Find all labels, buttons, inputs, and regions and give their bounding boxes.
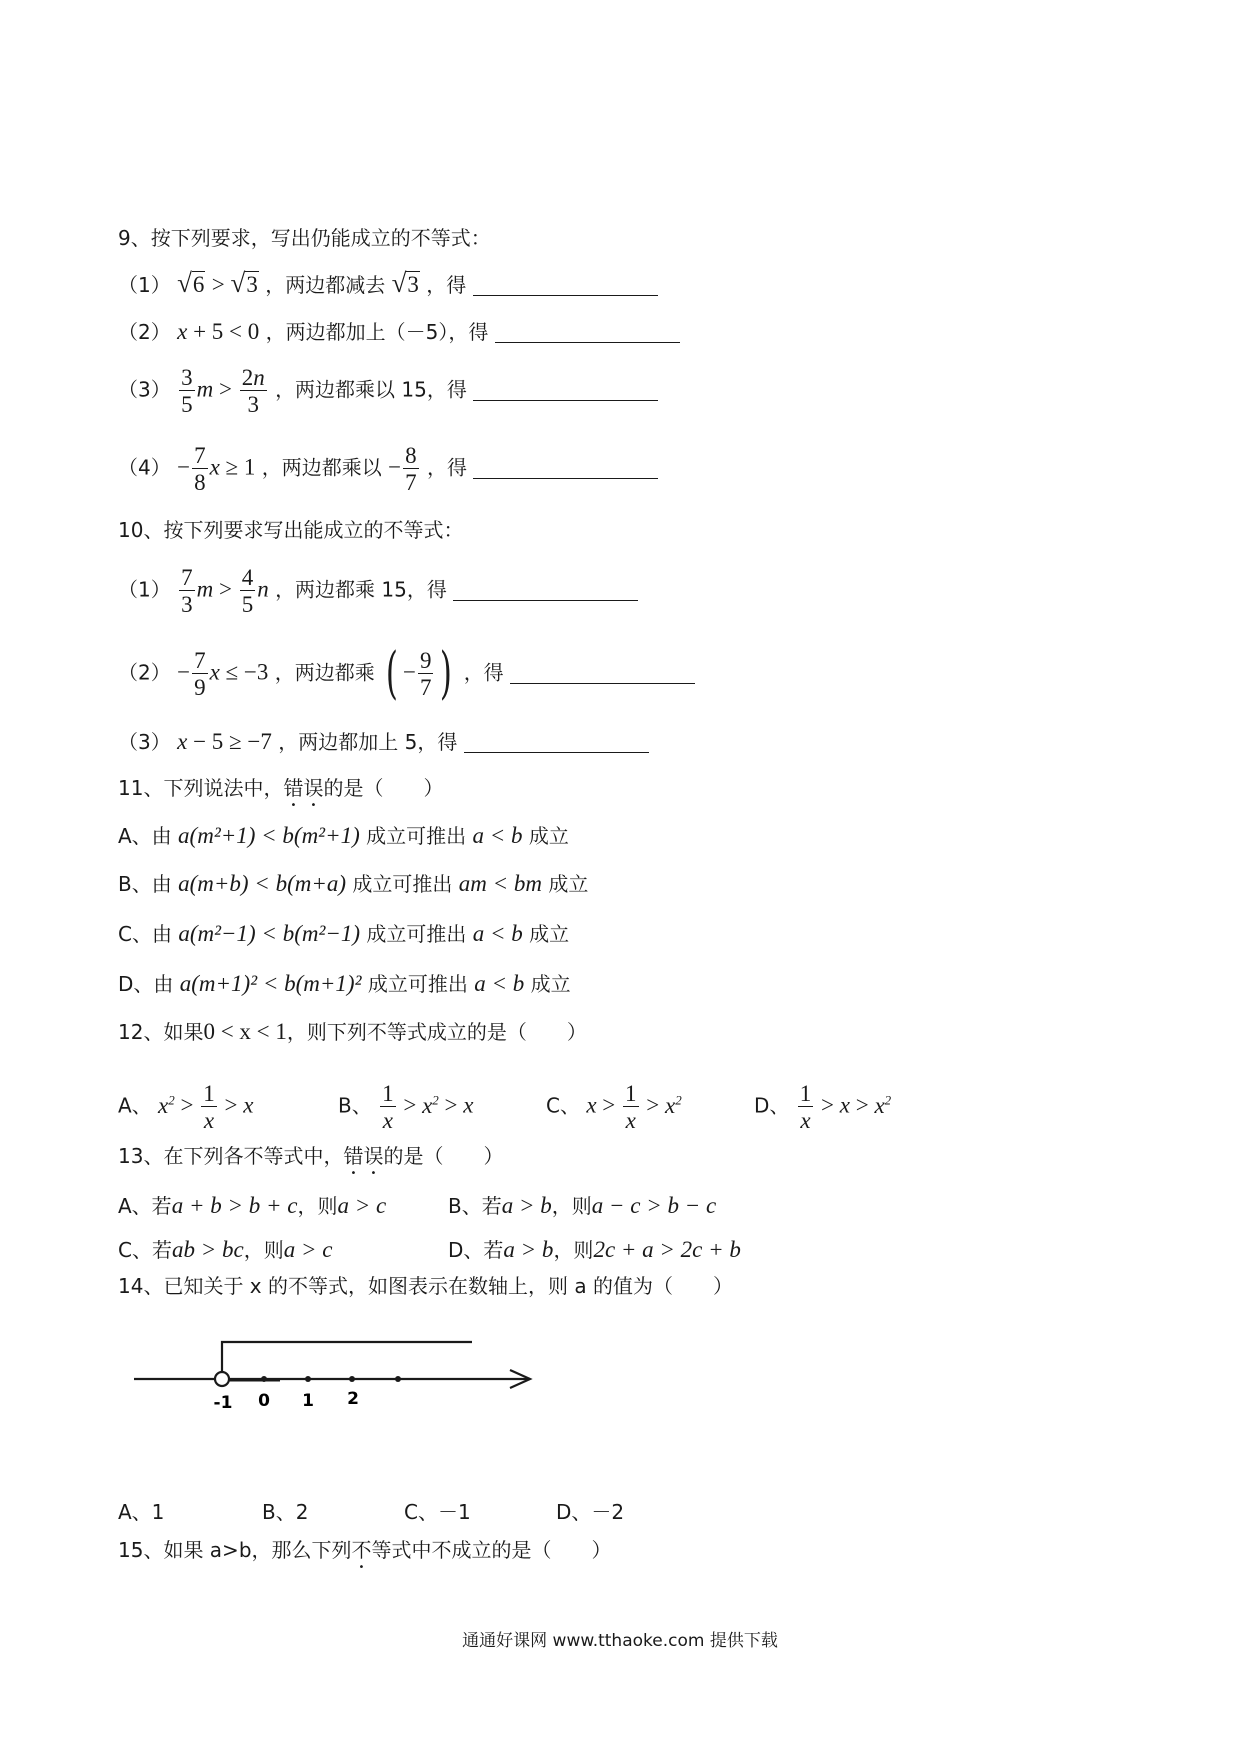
q13-option-a: A、若a + b > b + c，则a > c — [118, 1193, 387, 1218]
sqrt-6: √6 — [177, 268, 205, 298]
q9-item-4-text: ，两边都乘以 — [261, 455, 382, 480]
axis-label-1: 1 — [302, 1391, 314, 1411]
q14-title: 14、已知关于 x 的不等式，如图表示在数轴上，则 a 的值为（ ） — [118, 1274, 733, 1298]
q9-item-4-tail: ，得 — [426, 455, 467, 480]
q14-option-d: D、－2 — [556, 1500, 625, 1524]
answer-blank[interactable] — [464, 730, 649, 753]
open-circle-marker — [215, 1372, 229, 1386]
q13-option-d: D、若a > b，则2c + a > 2c + b — [448, 1237, 741, 1262]
q10-item-3-text: ，两边都加上 5，得 — [278, 730, 458, 754]
axis-label-2: 2 — [347, 1389, 359, 1409]
q13-option-c: C、若ab > bc，则a > c — [118, 1237, 333, 1262]
q9-item-4: （4） − $\frac{7}{8}$ x ≥ 1 ，两边都乘以 − $\frac{8}{7}$ ，得 — [118, 444, 658, 494]
axis-label-0: 0 — [258, 1391, 270, 1411]
q9-item-1: （1） √6 > √3 ，两边都减去 √3 ，得 — [118, 270, 658, 297]
q12-options — [118, 1062, 1218, 1133]
q11-option-a: A、由 a(m²+1) < b(m²+1) 成立可推出 a < b 成立 — [118, 823, 569, 848]
q10-item-1-num: （1） — [118, 577, 171, 602]
q9-title: 9、按下列要求，写出仍能成立的不等式： — [118, 226, 491, 250]
q10-item-2-text: ，两边都乘 — [274, 660, 375, 685]
q14-option-c: C、－1 — [404, 1500, 471, 1524]
q9-item-3-num: （3） — [118, 377, 171, 402]
answer-blank[interactable] — [510, 661, 695, 684]
q12-option-a: A、 $x^2$ > $\frac{1}{x}$ > x — [118, 1081, 254, 1133]
q10-item-1: （1） $\frac{7}{3}$ m > $\frac{4}{5}$ n ，两边都乘 15，得 — [118, 566, 638, 616]
q9-item-3-text: ，两边都乘以 15，得 — [275, 377, 467, 402]
q11-option-b: B、由 a(m+b) < b(m+a) 成立可推出 am < bm 成立 — [118, 871, 589, 896]
q9-item-4-num: （4） — [118, 455, 171, 480]
q11-title: 11、下列说法中，错误的是（ ） — [118, 776, 444, 800]
q10-item-1-text: ，两边都乘 15，得 — [275, 577, 447, 602]
tick-dot-3 — [395, 1376, 401, 1382]
q11-option-c: C、由 a(m²−1) < b(m²−1) 成立可推出 a < b 成立 — [118, 921, 570, 946]
q14-option-a: A、1 — [118, 1500, 165, 1524]
q10-item-3-num: （3） — [118, 730, 171, 754]
q11-option-d: D、由 a(m+1)² < b(m+1)² 成立可推出 a < b 成立 — [118, 971, 571, 996]
q10-item-2: （2） − $\frac{7}{9}$ x ≤ −3 ，两边都乘 ( − $\frac{9}{7}$ ) ，得 — [118, 646, 695, 702]
q14-option-b: B、2 — [262, 1500, 309, 1524]
q15-title: 15、如果 a>b，那么下列不等式中不成立的是（ ） — [118, 1538, 612, 1562]
tick-dot-1 — [305, 1376, 311, 1382]
q12-title: 12、如果0 < x < 1，则下列不等式成立的是（ ） — [118, 1019, 587, 1044]
q9-item-1-text: ，两边都减去 — [265, 273, 386, 297]
q10-item-2-num: （2） — [118, 660, 171, 685]
sqrt-3-b: √3 — [391, 268, 419, 298]
answer-blank[interactable] — [495, 320, 680, 343]
q12-option-c: C、 x > $\frac{1}{x}$ > $x^2$ — [546, 1081, 682, 1133]
q12-option-d: D、 $\frac{1}{x}$ > $x > x^2$ — [754, 1081, 892, 1133]
q9-item-1-tail: ，得 — [426, 273, 467, 297]
q10-item-2-tail: ，得 — [463, 660, 504, 685]
q13-option-b: B、若a > b，则a − c > b − c — [448, 1193, 717, 1218]
number-line-figure — [120, 1320, 560, 1420]
answer-blank[interactable] — [453, 578, 638, 601]
q9-item-1-num: （1） — [118, 273, 171, 297]
sqrt-3: √3 — [230, 268, 258, 298]
answer-blank[interactable] — [473, 456, 658, 479]
answer-blank[interactable] — [473, 273, 658, 296]
answer-blank[interactable] — [473, 378, 658, 401]
q10-title: 10、按下列要求写出能成立的不等式： — [118, 518, 464, 542]
tick-dot-0 — [261, 1376, 267, 1382]
solution-ray — [222, 1342, 472, 1379]
q10-item-3: （3） x − 5 ≥ −7 ，两边都加上 5，得 — [118, 730, 649, 753]
tick-dot-2 — [349, 1376, 355, 1382]
axis-label-neg1: -1 — [213, 1393, 233, 1413]
q9-item-2: （2） x + 5 < 0 ，两边都加上（－5），得 — [118, 320, 680, 343]
q9-item-2-text: ，两边都加上（－5），得 — [265, 320, 489, 344]
q12-option-b: B、 $\frac{1}{x}$ > $x^2 > x$ — [338, 1081, 474, 1133]
q13-title: 13、在下列各不等式中，错误的是（ ） — [118, 1144, 504, 1168]
page-footer: 通通好课网 www.tthaoke.com 提供下载 — [462, 1631, 778, 1651]
q9-item-2-num: （2） — [118, 320, 171, 344]
q9-item-3: （3） $\frac{3}{5}$ m > $\frac{2n}{3}$ ，两边都乘以 15，得 — [118, 366, 658, 416]
